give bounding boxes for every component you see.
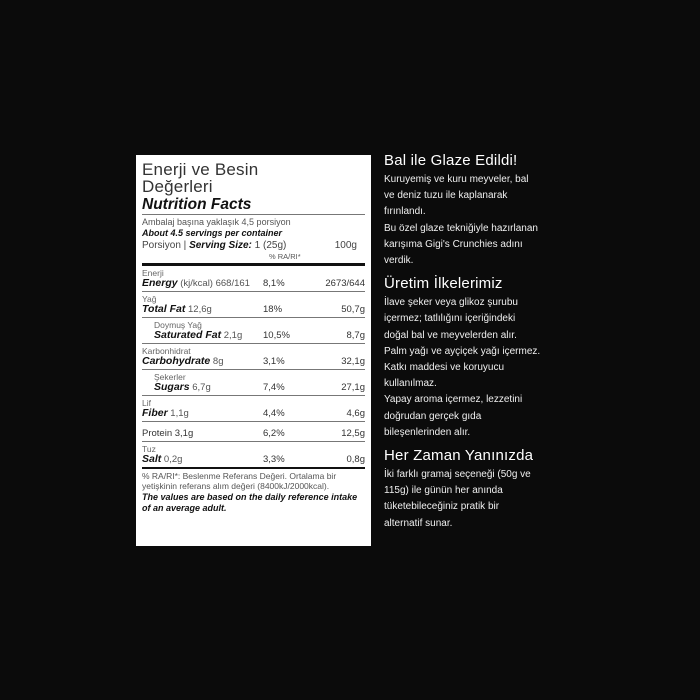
text-line: 115g) ile günün her anında — [384, 485, 503, 497]
nutrient-row — [142, 266, 365, 291]
nutrient-row — [142, 370, 365, 395]
nutrient-percent: 3,1% — [263, 356, 285, 367]
text-line: alternatif sunar. — [384, 517, 453, 529]
nutrient-name: Fiber 1,1g — [142, 407, 189, 419]
nutrient-percent: 10,5% — [263, 330, 290, 341]
nutrient-percent: 6,2% — [263, 428, 285, 439]
nutrient-row — [142, 292, 365, 317]
nutrient-amount: 50,7g — [341, 304, 365, 315]
nutrient-name-tr: Tuz — [142, 444, 156, 454]
text-line: İlave şeker veya glikoz şurubu — [384, 297, 518, 309]
portion-label — [142, 240, 286, 252]
text-line: Kuruyemiş ve kuru meyveler, bal — [384, 174, 529, 185]
nutrient-name: Sugars 6,7g — [154, 381, 211, 393]
portion-en: Serving Size: — [189, 240, 252, 251]
paragraph-principles — [384, 295, 584, 441]
nutrient-name: Total Fat 12,6g — [142, 303, 212, 315]
nutrient-name: Energy (kj/kcal) 668/161 — [142, 277, 250, 289]
nutrient-amount: 2673/644 — [325, 278, 365, 289]
nutrient-name-tr: Şekerler — [154, 372, 186, 382]
portion-amount: 100g — [334, 240, 357, 251]
nutrient-name: Carbohydrate 8g — [142, 355, 224, 367]
nutrient-row — [142, 344, 365, 369]
nutrient-name-tr: Karbonhidrat — [142, 346, 191, 356]
text-line: ve deniz tuzu ile kaplanarak — [384, 190, 508, 202]
text-line: kullanılmaz. — [384, 378, 437, 390]
paragraph-glaze — [384, 172, 584, 269]
nutrient-row — [142, 422, 365, 441]
nutrient-percent: 3,3% — [263, 454, 285, 465]
ra-header: % RA/RI* — [269, 252, 301, 261]
nutrient-percent: 8,1% — [263, 278, 285, 289]
text-line: Yapay aroma içermez, lezzetini — [384, 394, 523, 406]
portion-tr: Porsiyon | — [142, 240, 187, 251]
text-line: tüketebileceğiniz pratik bir — [384, 501, 500, 513]
nutrient-name-tr: Doymuş Yağ — [154, 320, 202, 330]
heading-always: Her Zaman Yanınızda — [384, 447, 534, 465]
nutrient-row — [142, 318, 365, 343]
nutrient-amount: 0,8g — [346, 454, 365, 465]
nutrient-amount: 8,7g — [346, 330, 365, 341]
nutrient-amount: 27,1g — [341, 382, 365, 393]
text-line: doğal bal ve meyvelerden alır. — [384, 329, 517, 341]
text-line: İki farklı gramaj seçeneği (50g ve — [384, 469, 531, 481]
text-line: fırınlandı. — [384, 206, 426, 218]
heading-principles: Üretim İlkelerimiz — [384, 275, 503, 293]
nutrient-row — [142, 442, 365, 467]
text-line: verdik. — [384, 255, 414, 267]
title-en: Nutrition Facts — [142, 196, 252, 213]
nutrient-name-tr: Yağ — [142, 294, 157, 304]
nutrient-amount: 32,1g — [341, 356, 365, 367]
nutrient-row — [142, 396, 365, 421]
servings-en: About 4.5 servings per container — [142, 227, 283, 238]
nutrient-name: Saturated Fat 2,1g — [154, 329, 243, 341]
nutrient-name-tr: Enerji — [142, 268, 164, 278]
portion-value: 1 (25g) — [254, 240, 287, 251]
text-line: Palm yağı ve ayçiçek yağı içermez. — [384, 345, 541, 357]
text-line: Bu özel glaze tekniğiyle hazırlanan — [384, 222, 538, 234]
nutrient-name: Salt 0,2g — [142, 453, 183, 465]
nutrient-amount: 4,6g — [346, 408, 365, 419]
footnote-en: The values are based on the daily reference intake of an average adult. — [142, 492, 358, 513]
footnote-tr: % RA/RI*: Beslenme Referans Değeri. Ortalama bir yetişkinin referans alım değeri (8400kJ/2000kcal). — [142, 471, 337, 491]
nutrient-percent: 18% — [263, 304, 283, 315]
nutrient-name: Protein 3,1g — [142, 428, 194, 439]
nutrient-name-tr: Lif — [142, 398, 151, 408]
servings — [142, 215, 365, 238]
nutrient-amount: 12,5g — [341, 428, 365, 439]
title-tr-line1: Enerji ve Besin — [142, 160, 259, 179]
paragraph-always — [384, 467, 584, 532]
text-line: doğrudan gerçek gıda — [384, 410, 482, 422]
title-tr-line2: Değerleri — [142, 177, 213, 196]
text-line: bileşenlerinden alır. — [384, 426, 471, 438]
nutrition-facts-panel — [136, 155, 371, 546]
description-column — [384, 152, 584, 532]
nutrient-rows — [142, 266, 365, 467]
heading-glaze: Bal ile Glaze Edildi! — [384, 152, 518, 169]
text-line: Katkı maddesi ve koruyucu — [384, 362, 505, 374]
nutrient-percent: 7,4% — [263, 382, 285, 393]
text-line: karışıma Gigi's Crunchies adını — [384, 238, 523, 250]
divider-bottom — [142, 467, 365, 469]
servings-tr: Ambalaj başına yaklaşık 4,5 porsiyon — [142, 217, 291, 227]
text-line: içermez; tatlılığını içeriğindeki — [384, 313, 516, 325]
portion-size-row — [142, 240, 365, 252]
nutrient-percent: 4,4% — [263, 408, 285, 419]
